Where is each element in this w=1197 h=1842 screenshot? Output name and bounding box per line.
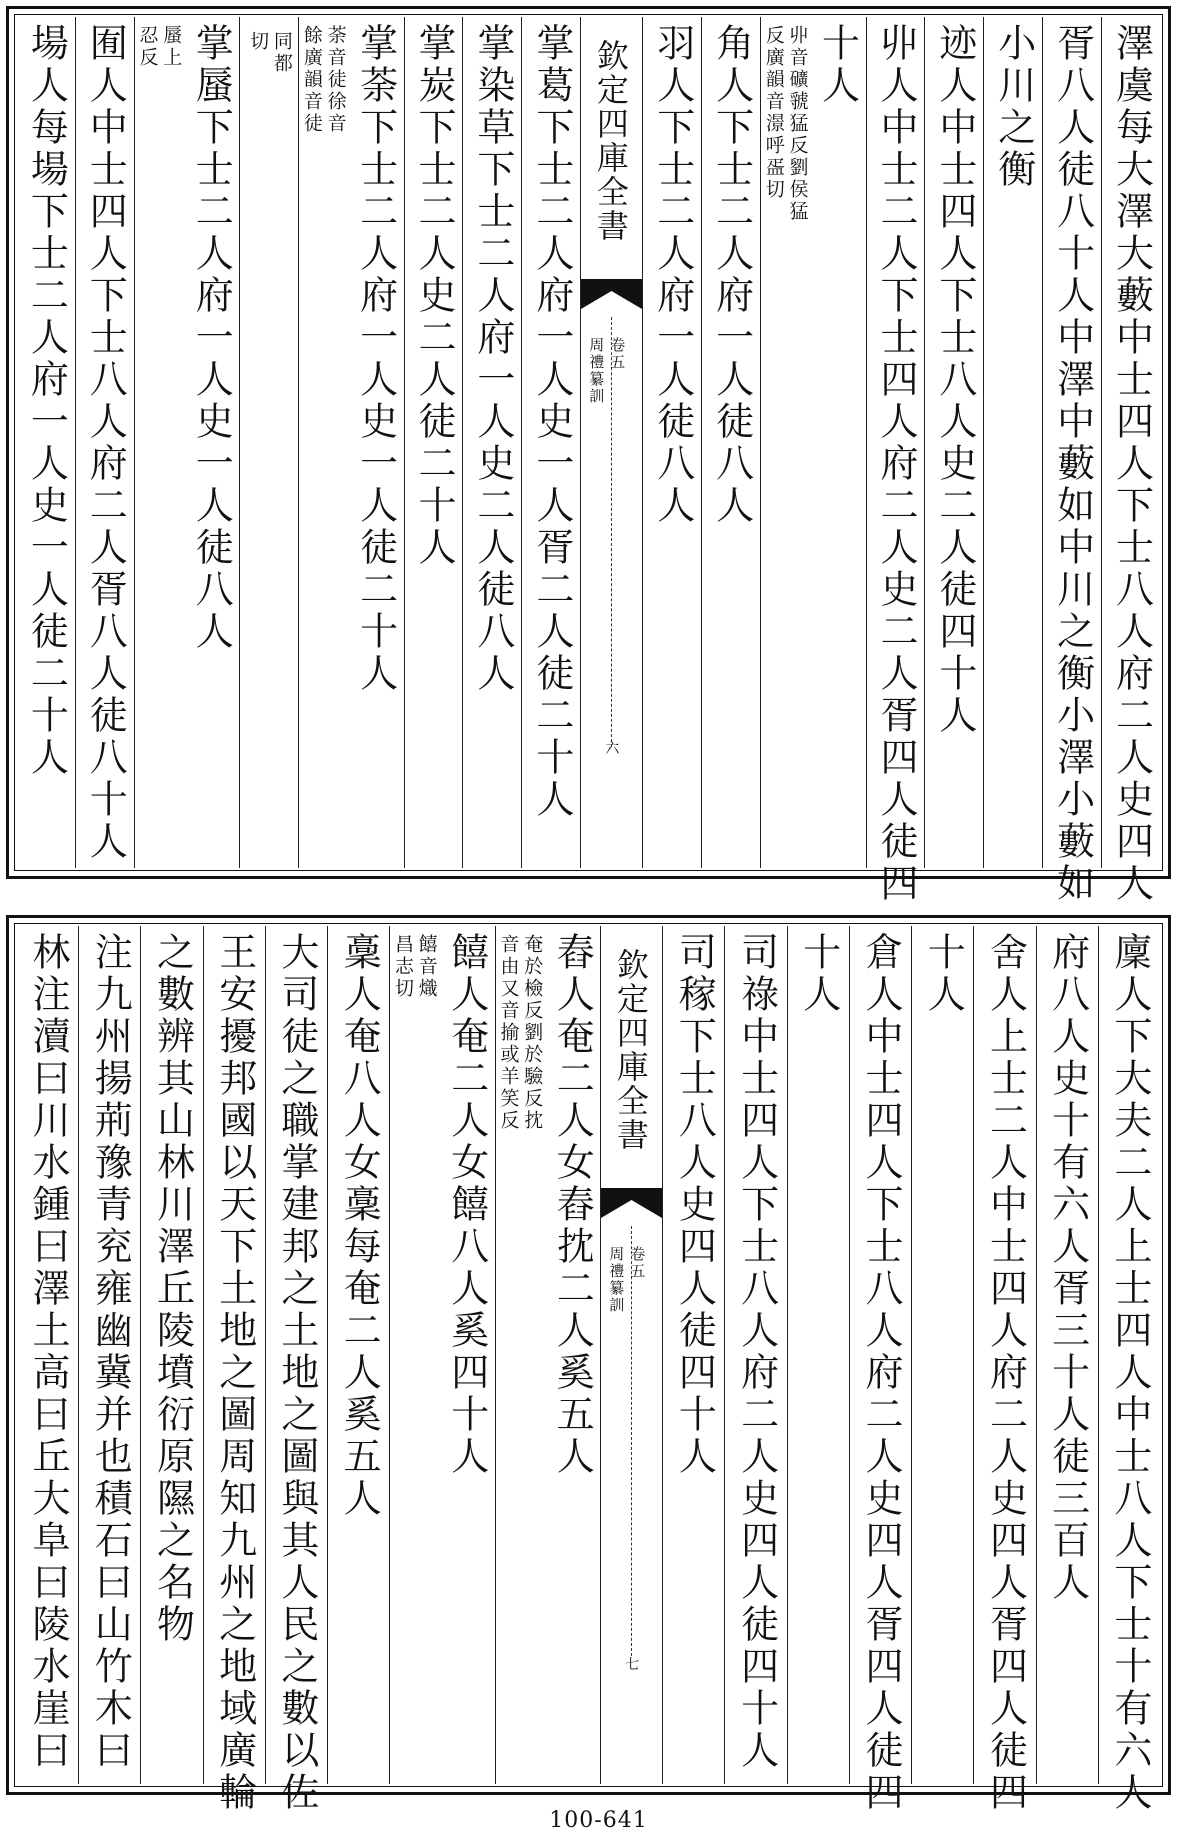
text-column [495, 926, 601, 1784]
bottom-page-columns [17, 926, 1160, 1814]
main-text: 司祿中士四人下士八人府二人史四人徒四十人 [734, 932, 779, 1772]
text-column [866, 17, 925, 905]
text-column [701, 17, 760, 868]
series-title: 欽定四庫全書 [591, 39, 630, 243]
text-column [298, 17, 404, 868]
text-column [75, 17, 134, 868]
main-text: 澤虞每大澤大藪中士四人下士八人府二人史四人 [1109, 23, 1154, 905]
annotation [496, 934, 544, 1244]
main-text: 府八人史十有六人胥三十人徒三百人 [1045, 932, 1090, 1604]
main-text: 林注瀆曰川水鍾曰澤土高曰丘大阜曰陵水崖曰 [26, 932, 71, 1772]
annotation [135, 25, 183, 115]
page-number: 100-641 [549, 1808, 648, 1833]
text-column [1042, 17, 1101, 905]
main-text: 囿人中士四人下士八人府二人胥八人徒八十人 [83, 23, 128, 863]
text-column [849, 926, 911, 1814]
text-column [983, 17, 1042, 868]
text-column [239, 17, 298, 868]
fold-line [611, 317, 612, 747]
main-text: 角人下士二人府一人徒八人 [709, 23, 754, 527]
annotation [245, 31, 293, 151]
text-column [1098, 926, 1160, 1814]
text-column [78, 926, 140, 1784]
main-text: 舂人奄二人女舂抌二人奚五人 [550, 932, 595, 1478]
leaf-number: 七 [625, 1657, 640, 1673]
bottom-page [6, 915, 1171, 1814]
text-column [389, 926, 495, 1784]
main-text: 倉人中士四人下士八人府二人史四人胥四人徒四 [859, 932, 904, 1814]
text-column [973, 926, 1035, 1814]
text-column [1101, 17, 1160, 905]
text-column [760, 17, 866, 868]
text-column [642, 17, 701, 868]
text-column [203, 926, 265, 1814]
fishtail-mark [581, 279, 642, 309]
juan-label: 卷五 [608, 337, 627, 371]
main-text: 王安擾邦國以天下土地之圖周知九州之地域廣輪 [212, 932, 257, 1814]
main-text: 掌葛下士二人府一人史一人胥二人徒二十人 [529, 23, 574, 821]
text-column [1036, 926, 1098, 1784]
text-column [17, 17, 75, 868]
text-column [134, 17, 240, 868]
main-text: 舍人上士二人中士四人府二人史四人胥四人徒四 [983, 932, 1028, 1814]
main-text: 廩人下大夫二人上士四人中士八人下士十有六人 [1107, 932, 1152, 1814]
annotation-line: 饎音熾 [415, 934, 438, 1000]
main-text: 胥八人徒八十人中澤中藪如中川之衡小澤小藪如 [1050, 23, 1095, 905]
juan-label: 卷五 [628, 1246, 647, 1280]
annotation-line: 同都 [270, 31, 293, 75]
text-column [462, 17, 521, 868]
annotation-line: 切 [247, 31, 270, 53]
fold-center-column [580, 17, 642, 868]
annotation-line: 丱音礦虢猛反劉侯猛 [786, 25, 809, 223]
annotation [390, 934, 438, 1034]
text-column [327, 926, 389, 1784]
book-title: 周禮纂訓 [607, 1246, 626, 1314]
annotation [299, 25, 347, 255]
main-text: 場人每場下士二人府一人史一人徒二十人 [24, 23, 69, 779]
main-text: 大司徒之職掌建邦之土地之圖與其人民之數以佐 [274, 932, 319, 1814]
text-column [911, 926, 973, 1784]
fold-center-column [600, 926, 662, 1784]
main-text: 丱人中士二人下士四人府二人史二人胥四人徒四 [873, 23, 918, 905]
main-text: 十人 [921, 932, 966, 1016]
main-text: 注九州揚荊豫青兖雍幽冀并也積石曰山竹木曰 [88, 932, 133, 1772]
text-column [404, 17, 463, 868]
text-column [265, 926, 327, 1814]
annotation-line: 荼音徒徐音 [324, 25, 347, 135]
main-text: 之數辨其山林川澤丘陵墳衍原隰之名物 [150, 932, 195, 1646]
annotation-line: 蜃上 [160, 25, 183, 69]
fishtail-mark [601, 1188, 662, 1218]
main-text: 羽人下士二人府一人徒八人 [650, 23, 695, 527]
main-text: 稾人奄八人女稾每奄二人奚五人 [337, 932, 382, 1520]
text-column [924, 17, 983, 868]
main-text: 掌染草下士二人府一人史二人徒八人 [470, 23, 515, 695]
text-column [662, 926, 724, 1784]
text-column [724, 926, 786, 1784]
main-text: 掌荼下士二人府一人史一人徒二十人 [353, 23, 398, 695]
fold-line [631, 1226, 632, 1656]
annotation-line: 昌志切 [392, 934, 414, 1000]
top-page-columns [17, 17, 1160, 905]
main-text: 十人 [815, 23, 860, 107]
annotation-line: 忍反 [136, 25, 159, 69]
text-column [521, 17, 580, 868]
main-text: 掌蜃下士二人府一人史一人徒八人 [189, 23, 234, 653]
main-text: 迹人中士四人下士八人史二人徒四十人 [932, 23, 977, 737]
text-column [140, 926, 202, 1784]
book-title: 周禮纂訓 [587, 337, 606, 405]
annotation-line: 奄於檢反劉於驗反抌 [521, 934, 544, 1132]
annotation-line: 反廣韻音澋呼㿿切 [762, 25, 785, 201]
annotation-line: 音由又音揄或羊笑反 [497, 934, 520, 1132]
main-text: 掌炭下士二人史二人徒二十人 [412, 23, 457, 569]
top-page [6, 6, 1171, 905]
main-text: 小川之衡 [991, 23, 1036, 191]
main-text: 饎人奄二人女饎八人奚四十人 [444, 932, 489, 1478]
series-title: 欽定四庫全書 [611, 948, 650, 1152]
annotation [761, 25, 809, 335]
main-text: 司稼下士八人史四人徒四十人 [672, 932, 717, 1478]
leaf-number: 六 [605, 741, 620, 757]
annotation-line: 餘廣韻音徒 [300, 25, 323, 135]
main-text: 十人 [796, 932, 841, 1016]
text-column [17, 926, 78, 1784]
text-column [787, 926, 849, 1784]
